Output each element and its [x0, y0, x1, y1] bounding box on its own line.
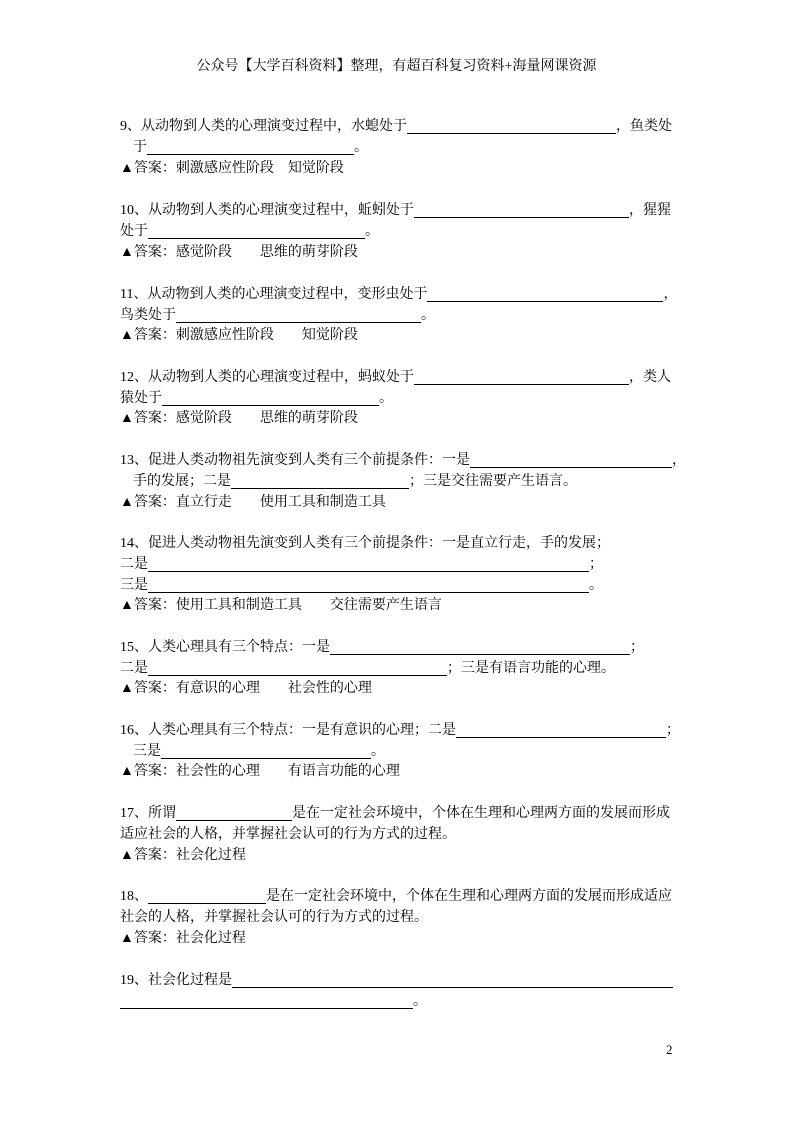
answer: ▲答案：社会化过程: [120, 931, 246, 946]
answer: ▲答案：有意识的心理 社会性的心理: [120, 681, 372, 696]
question-text: ，类人: [629, 370, 671, 385]
question-text: ，鱼类处: [616, 119, 672, 134]
blank: [162, 390, 379, 406]
question-text: 18、: [120, 889, 148, 904]
question-text: 。: [421, 308, 435, 323]
question-text: 三是: [120, 578, 148, 593]
question-text: ；三是有语言功能的心理。: [447, 661, 615, 676]
question-text: 13、促进人类动物祖先演变到人类有三个前提条件：一是: [120, 453, 470, 468]
question-text: 12、从动物到人类的心理演变过程中，蚂蚁处于: [120, 370, 414, 385]
blank: [407, 118, 616, 134]
question-text: 猿处于: [120, 391, 162, 406]
question-text: 16、人类心理具有三个特点：一是有意识的心理；二是: [120, 723, 456, 738]
blank: [456, 722, 666, 738]
answer: ▲答案：直立行走 使用工具和制造工具: [120, 495, 386, 510]
answer: ▲答案：感觉阶段 思维的萌芽阶段: [120, 411, 358, 426]
question-text: 。: [379, 391, 393, 406]
page-number: 2: [666, 1042, 673, 1057]
blank: [148, 223, 365, 239]
blank: [120, 993, 413, 1009]
question-text: 10、从动物到人类的心理演变过程中，蚯蚓处于: [120, 203, 414, 218]
question-text: 19、社会化过程是: [120, 973, 232, 988]
answer: ▲答案：刺激感应性阶段 知觉阶段: [120, 328, 358, 343]
question-text: 是在一定社会环境中，个体在生理和心理两方面的发展而形成适应: [266, 889, 672, 904]
question-text: 9、从动物到人类的心理演变过程中，水螅处于: [120, 119, 407, 134]
question-text: ；: [630, 640, 644, 655]
blank: [147, 139, 354, 155]
question-text: 。: [354, 140, 368, 155]
blank: [148, 660, 447, 676]
question-text: 。: [365, 224, 379, 239]
question-text: 。: [589, 578, 603, 593]
question-text: 鸟类处于: [120, 308, 176, 323]
question-text: 二是: [120, 661, 148, 676]
question-text: 11、从动物到人类的心理演变过程中，变形虫处于: [120, 287, 428, 302]
question-text: 三是: [133, 744, 161, 759]
question-text: ；三是交往需要产生语言。: [409, 474, 577, 489]
blank: [148, 556, 589, 572]
question-text: 处于: [120, 224, 148, 239]
question-text: 。: [371, 744, 385, 759]
blank: [470, 452, 672, 468]
blank: [148, 577, 589, 593]
question-text: 适应社会的人格，并掌握社会认可的行为方式的过程。: [120, 827, 456, 842]
question-text: 17、所谓: [120, 806, 176, 821]
blank: [176, 805, 292, 821]
question-text: 社会的人格，并掌握社会认可的行为方式的过程。: [120, 910, 428, 925]
question-text: 。: [413, 994, 427, 1009]
blank: [414, 369, 629, 385]
question-text: 于: [133, 140, 147, 155]
question-text: ；: [666, 723, 680, 738]
blank: [161, 743, 371, 759]
answer: ▲答案：感觉阶段 思维的萌芽阶段: [120, 245, 358, 260]
question-text: ，: [663, 287, 678, 302]
question-text: 二是: [120, 557, 148, 572]
blank: [232, 972, 673, 988]
answer: ▲答案：刺激感应性阶段 知觉阶段: [120, 161, 344, 176]
blank: [427, 286, 663, 302]
blank: [176, 307, 421, 323]
question-text: 15、人类心理具有三个特点：一是: [120, 640, 330, 655]
blank: [330, 639, 630, 655]
blank: [414, 202, 629, 218]
question-text: ，: [672, 453, 686, 468]
page-header: 公众号【大学百科资料】整理，有超百科复习资料+海量网课资源: [196, 59, 597, 74]
blank: [148, 888, 266, 904]
question-text: ；: [589, 557, 603, 572]
question-text: 手的发展；二是: [133, 474, 231, 489]
blank: [231, 473, 409, 489]
question-text: ，猩猩: [629, 203, 671, 218]
answer: ▲答案：社会化过程: [120, 848, 246, 863]
question-text: 14、促进人类动物祖先演变到人类有三个前提条件：一是直立行走，手的发展；: [120, 536, 610, 551]
question-text: 是在一定社会环境中，个体在生理和心理两方面的发展而形成: [292, 806, 670, 821]
answer: ▲答案：使用工具和制造工具 交往需要产生语言: [120, 598, 442, 613]
answer: ▲答案：社会性的心理 有语言功能的心理: [120, 764, 400, 779]
